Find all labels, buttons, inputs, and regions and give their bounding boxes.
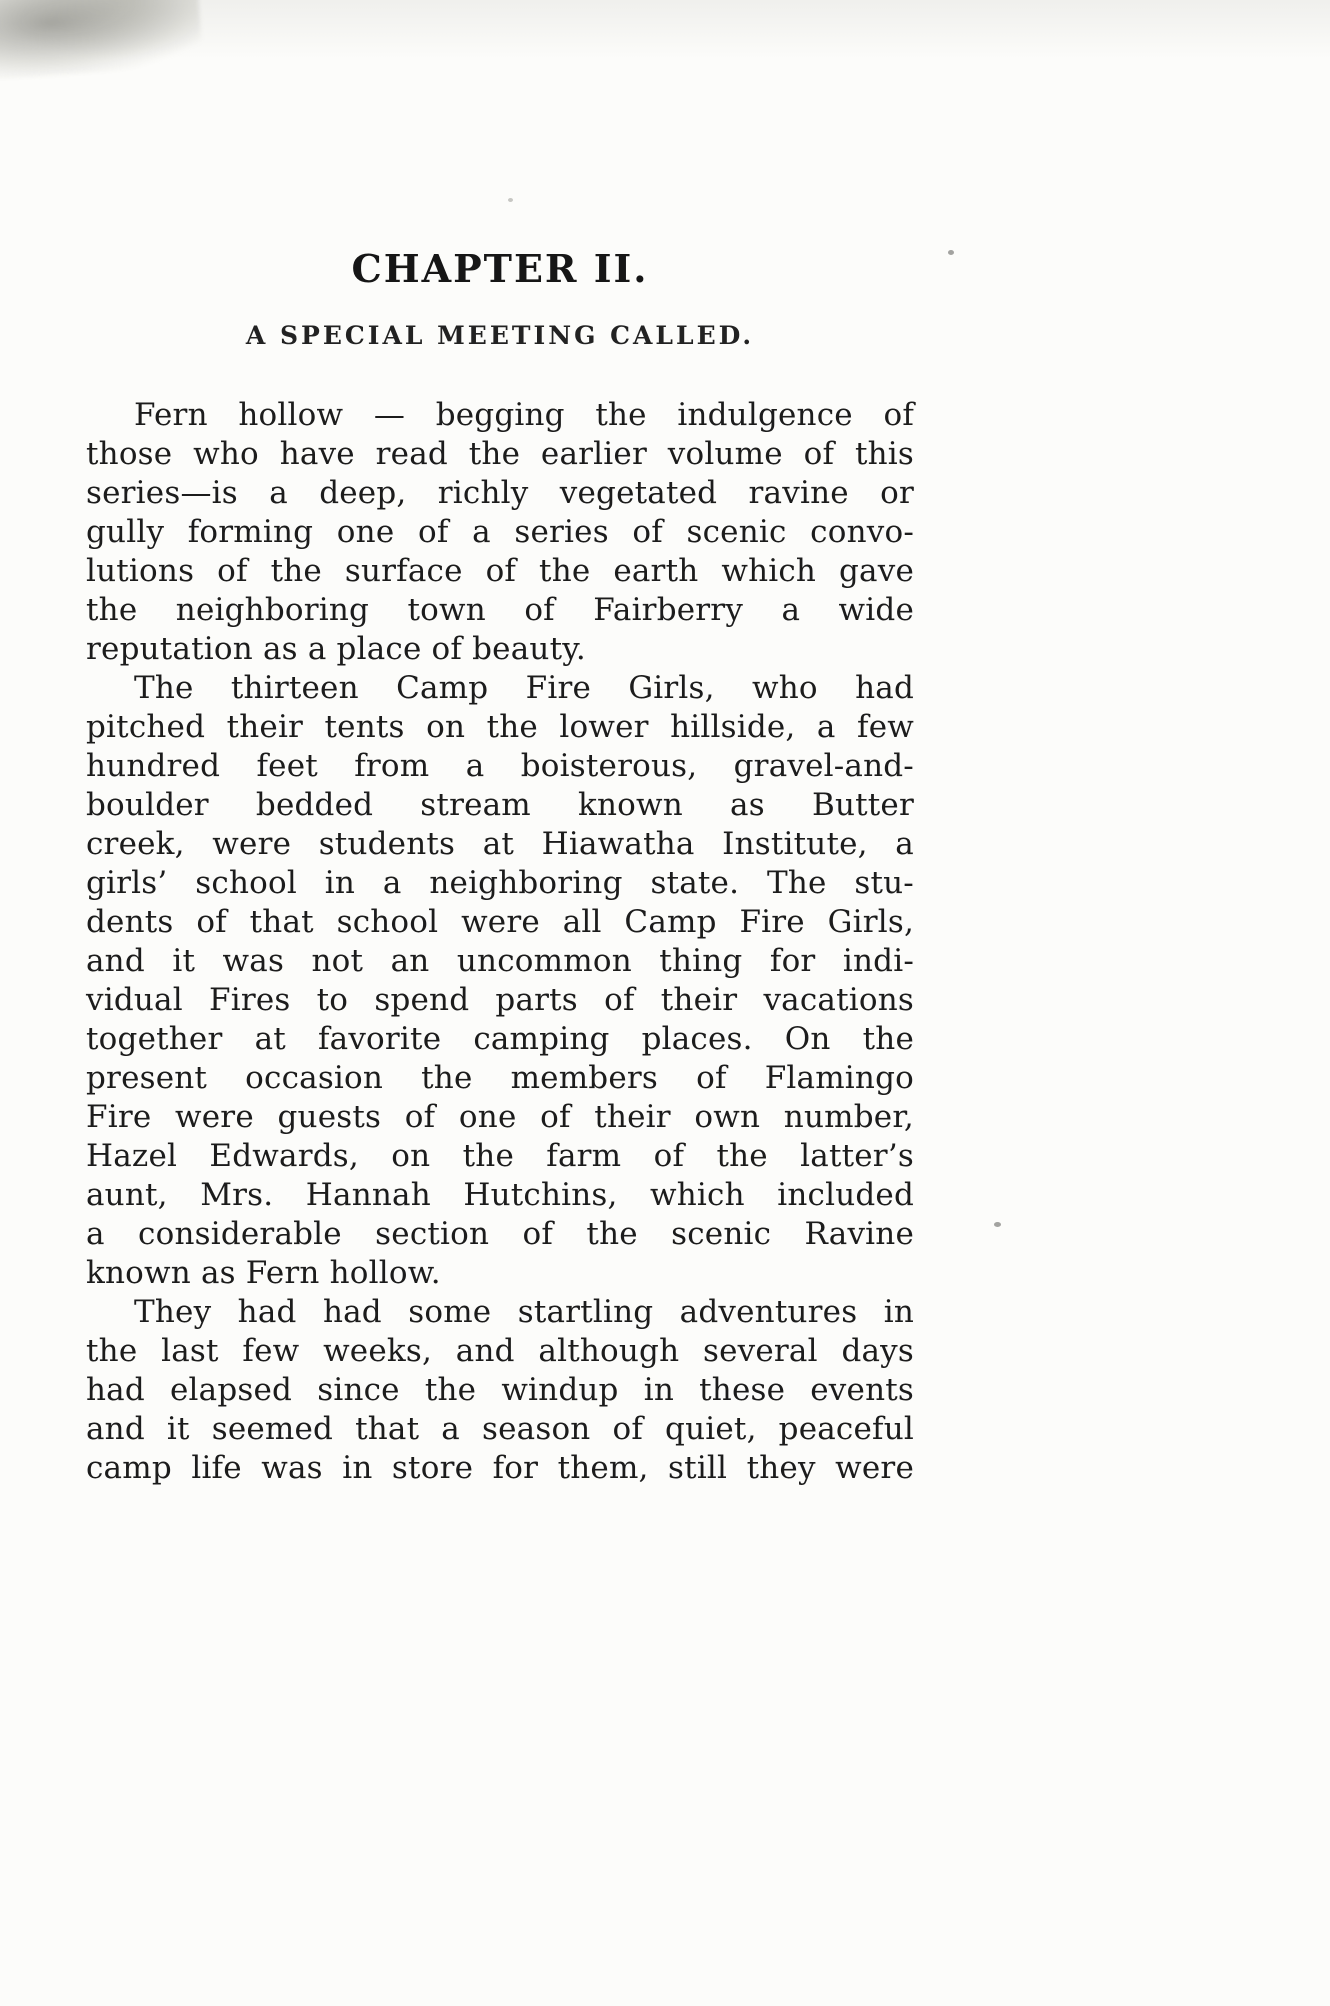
paragraph [86,1293,914,1488]
text-line: pitched their tents on the lower hillside, a few [86,709,914,745]
text-line: vidual Fires to spend parts of their vacations [86,982,914,1018]
text-line: Fire were guests of one of their own number, [86,1099,914,1135]
text-line: and it seemed that a season of quiet, peaceful [86,1411,914,1447]
text-line: the last few weeks, and although several days [86,1333,914,1369]
text-line: boulder bedded stream known as Butter [86,787,914,823]
text-line: camp life was in store for them, still they were [86,1450,914,1486]
text-line: lutions of the surface of the earth which gave [86,553,914,589]
paragraph [86,669,914,1293]
text-line: gully forming one of a series of scenic convo- [86,514,914,550]
text-line: reputation as a place of beauty. [86,631,586,667]
text-line: Fern hollow — begging the indulgence of [134,397,914,433]
body-text [86,396,914,1488]
text-line: Hazel Edwards, on the farm of the latter’s [86,1138,914,1174]
scan-speck [508,198,513,202]
text-line: creek, were students at Hiawatha Institute, a [86,826,914,862]
text-line: dents of that school were all Camp Fire Girls, [86,904,914,940]
text-line: series—is a deep, richly vegetated ravine or [86,475,914,511]
chapter-title: CHAPTER II. [351,246,649,291]
text-line: girls’ school in a neighboring state. The stu- [86,865,914,901]
page-text-block [86,246,914,1488]
text-line: The thirteen Camp Fire Girls, who had [134,670,914,706]
text-line: and it was not an uncommon thing for indi- [86,943,914,979]
scan-haze-artifact [0,0,1330,70]
scan-speck [994,1222,1001,1227]
text-line: aunt, Mrs. Hannah Hutchins, which included [86,1177,914,1213]
text-line: They had had some startling adventures in [134,1294,914,1330]
text-line: those who have read the earlier volume of this [86,436,914,472]
paragraph [86,396,914,669]
scan-speck [948,250,954,255]
text-line: known as Fern hollow. [86,1255,441,1291]
text-line: hundred feet from a boisterous, gravel-and- [86,748,914,784]
section-subtitle: A SPECIAL MEETING CALLED. [245,321,755,350]
text-line: present occasion the members of Flamingo [86,1060,914,1096]
text-line: a considerable section of the scenic Ravine [86,1216,914,1252]
text-line: the neighboring town of Fairberry a wide [86,592,914,628]
text-line: together at favorite camping places. On the [86,1021,914,1057]
text-line: had elapsed since the windup in these events [86,1372,914,1408]
